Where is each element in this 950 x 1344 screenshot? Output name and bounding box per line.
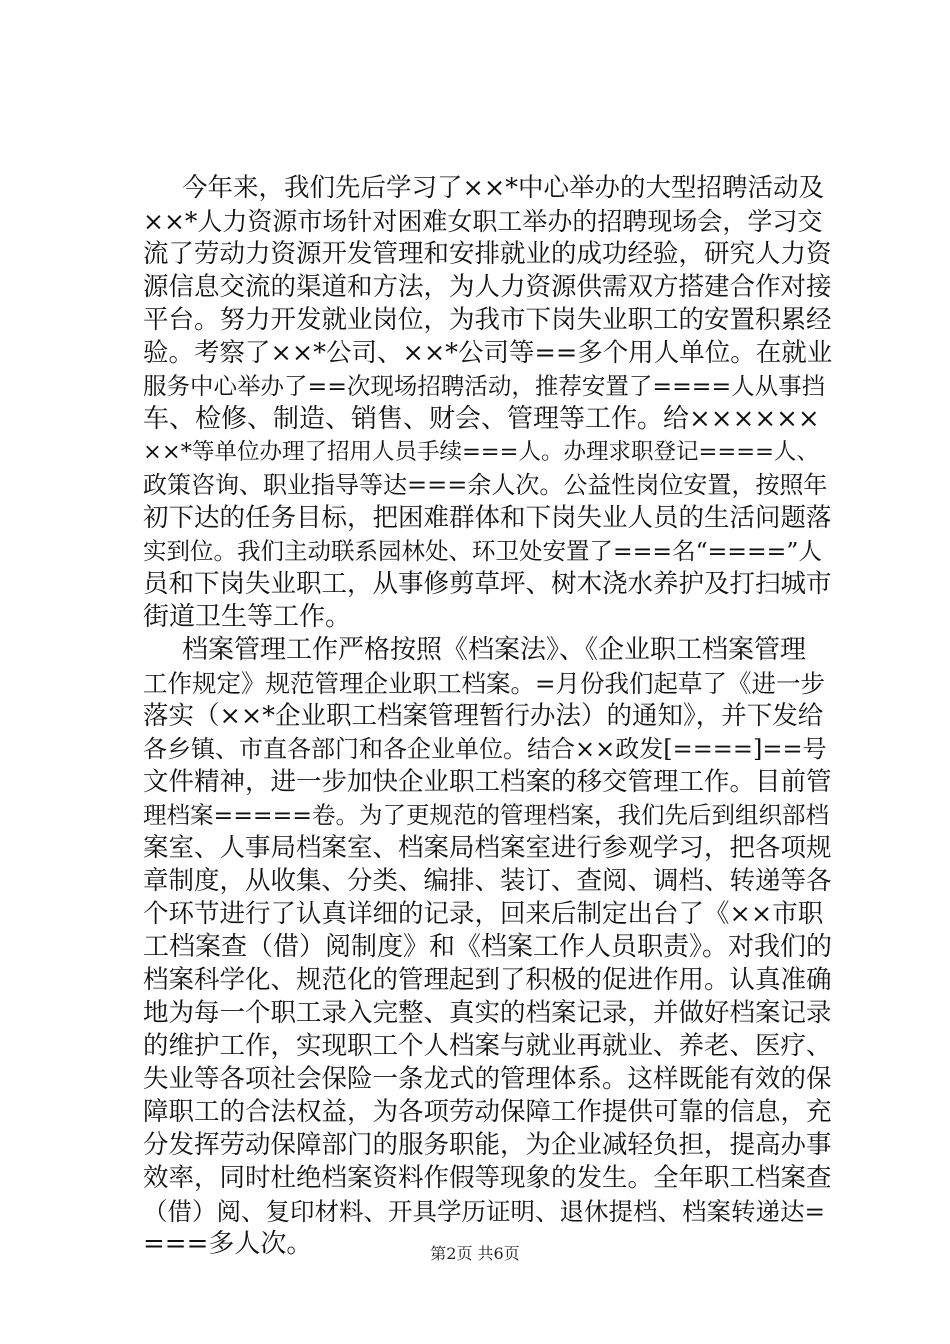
document-body bbox=[143, 172, 833, 1261]
text-line: 障职工的合法权益，为各项劳动保障工作提供可靠的信息，充 bbox=[143, 1097, 832, 1127]
text-line: 的维护工作，实现职工个人档案与就业再就业、养老、医疗、 bbox=[143, 1031, 832, 1061]
text-line: 服务中心举办了==次现场招聘活动，推荐安置了====人从事挡 bbox=[143, 372, 826, 400]
paragraph-recruitment bbox=[143, 172, 833, 634]
text-line: 流了劳动力资源开发管理和安排就业的成功经验，研究人力资 bbox=[143, 239, 832, 269]
text-line: 案室、人事局档案室、档案局档案室进行参观学习，把各项规 bbox=[143, 833, 832, 863]
text-line: 个环节进行了认真详细的记录，回来后制定出台了《××市职 bbox=[143, 899, 824, 929]
text-line: 政策咨询、职业指导等达===余人次。公益性岗位安置，按照年 bbox=[143, 471, 828, 499]
text-line: 分发挥劳动保障部门的服务职能，为企业减轻负担，提高办事 bbox=[143, 1130, 832, 1160]
text-line: 各乡镇、市直各部门和各企业单位。结合××政发[====]==号 bbox=[143, 735, 827, 763]
text-line: 实到位。我们主动联系园林处、环卫处安置了===名“====”人 bbox=[143, 537, 822, 565]
text-line: 验。考察了××*公司、××*公司等==多个用人单位。在就业 bbox=[143, 338, 833, 368]
text-line: 地为每一个职工录入完整、真实的档案记录，并做好档案记录 bbox=[143, 998, 832, 1028]
text-line: 工档案查（借）阅制度》和《档案工作人员职责》。对我们的 bbox=[143, 932, 833, 962]
text-line: ××*人力资源市场针对困难女职工举办的招聘现场会，学习交 bbox=[143, 207, 823, 236]
text-line: 档案管理工作严格按照《档案法》、《企业职工档案管理 bbox=[182, 635, 807, 665]
text-line: ===多人次。 bbox=[143, 1229, 313, 1259]
text-line: 效率，同时杜绝档案资料作假等现象的发生。全年职工档案查 bbox=[143, 1163, 832, 1193]
text-line: 平台。努力开发就业岗位，为我市下岗失业职工的安置积累经 bbox=[143, 305, 832, 335]
paragraph-archives bbox=[143, 634, 833, 1261]
text-line: 今年来，我们先后学习了××*中心举办的大型招聘活动及 bbox=[182, 173, 824, 203]
text-line: 街道卫生等工作。 bbox=[143, 602, 352, 632]
text-line: （借）阅、复印材料、开具学历证明、退休提档、档案转递达= bbox=[143, 1197, 826, 1226]
text-line: 初下达的任务目标，把困难群体和下岗失业人员的生活问题落 bbox=[143, 503, 832, 533]
text-line: 落实（××*企业职工档案管理暂行办法）的通知》，并下发给 bbox=[143, 701, 824, 731]
text-line: 车、检修、制造、销售、财会、管理等工作。给×××××× bbox=[143, 404, 820, 434]
text-line: 档案科学化、规范化的管理起到了积极的促进作用。认真准确 bbox=[143, 965, 832, 995]
text-line: 源信息交流的渠道和方法，为人力资源供需双方搭建合作对接 bbox=[143, 272, 832, 302]
text-line: 工作规定》规范管理企业职工档案。=月份我们起草了《进一步 bbox=[143, 669, 826, 698]
text-line: 章制度，从收集、分类、编排、装订、查阅、调档、转递等各 bbox=[143, 866, 832, 896]
page-number-footer: 第2页 共6页 bbox=[430, 1244, 520, 1263]
text-line: 失业等各项社会保险一条龙式的管理体系。这样既能有效的保 bbox=[143, 1064, 832, 1094]
text-line: 员和下岗失业职工，从事修剪草坪、树木浇水养护及打扫城市 bbox=[143, 569, 832, 599]
text-line: 文件精神，进一步加快企业职工档案的移交管理工作。目前管 bbox=[143, 767, 832, 797]
text-line: 理档案=====卷。为了更规范的管理档案，我们先后到组织部档 bbox=[143, 801, 829, 829]
text-line: ××*等单位办理了招用人员手续===人。办理求职登记====人、 bbox=[143, 439, 819, 465]
